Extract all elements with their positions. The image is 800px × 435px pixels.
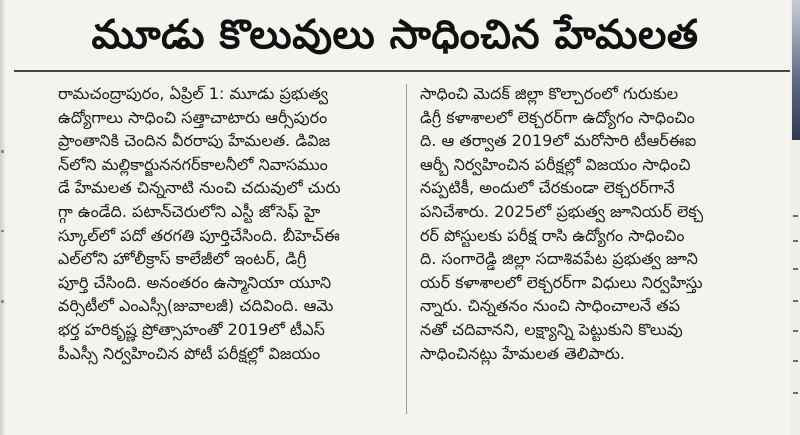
article-column-left	[58, 82, 428, 365]
article-text-line: ఆర్బీ నిర్వహించిన పరీక్షల్లో విజయం సాధించి	[420, 154, 691, 174]
article-text-line: పీఎస్సీ నిర్వహించిన పోటీ పరీక్షల్లో విజయం	[58, 343, 321, 363]
article-text-line: ప్రాంతానికి చెందిన వీరరాపు హేమలత. డివిజ	[58, 131, 331, 151]
article-text-line: నతో చదివానని, లక్ష్యాన్ని పెట్టుకుని కొలువు	[420, 319, 683, 339]
article-headline: మూడు కొలువులు సాధించిన హేమలత	[91, 12, 699, 58]
article-text-line: ది. సంగారెడ్డి జిల్లా సదాశివపేట ప్రభుత్వ జూని	[420, 249, 698, 269]
article-text-line: స్కూల్‌లో పదో తరగతి పూర్తిచేసింది. బీహెచ్ఈ	[58, 225, 340, 245]
article-text-line: న్‌లోని మల్లికార్జుననగర్‌కాలనీలో నివాసముం	[58, 154, 328, 174]
column-divider	[406, 84, 407, 414]
article-text-line: పనిచేశారు. 2025లో ప్రభుత్వ జూనియర్ లెక్చ	[420, 201, 704, 221]
article-text-line: భర్త హరికృష్ణ ప్రోత్సాహంతో 2019లో టీఎస్	[58, 319, 325, 339]
article-text-line: డే హేమలత చిన్ననాటి నుంచి చదువులో చురు	[58, 178, 341, 198]
headline-rule	[14, 70, 790, 72]
article-text-line: సాధించి మెదక్ జిల్లా కొల్చారంలో గురుకుల	[420, 84, 679, 103]
article-column-right	[420, 82, 790, 365]
article-text-line: వర్సిటీలో ఎంఎస్సీ(జువాలజీ) చదివింది. ఆమె	[58, 296, 334, 316]
adjacent-photo-strip	[792, 0, 800, 140]
article-text-line: గ్గా ఉండేది. పటాన్‌చెరులోని ఎస్టీ జోసెఫ్ హై	[58, 201, 321, 221]
article-text-line: యర్ కళాశాలలో లెక్చరర్‌గా విధులు నిర్వహిస్తు	[420, 272, 703, 292]
article-text-line: నప్పటికీ, అందులో చేరకుండా లెక్చరర్‌గానే	[420, 178, 675, 198]
article-text-line: ఉద్యోగాలు సాధించి సత్తాచాటారు ఆర్సీపురం	[58, 107, 328, 127]
article-text-line: న్నారు. చిన్నతనం నుంచి సాధించాలనే తప	[420, 296, 681, 316]
article-text-line: ఎల్‌లోని హోలీక్రాస్ కాలేజీలో ఇంటర్, డిగ్రీ	[58, 249, 307, 269]
article-text-line: రామచంద్రాపురం, ఏప్రిల్ 1: మూడు ప్రభుత్వ	[58, 84, 329, 103]
article-text-line: సాధించినట్లు హేమలత తెలిపారు.	[420, 343, 625, 363]
article-text-line: రర్ పోస్టులకు పరీక్ష రాసి ఉద్యోగం సాధించిం	[420, 225, 685, 245]
article-text-line: పూర్తి చేసింది. అనంతరం ఉస్మానియా యూని	[58, 272, 332, 292]
adjacent-clipping-edge-right	[790, 0, 800, 435]
article-text-line: డిగ్రీ కళాశాలలో లెక్చరర్‌గా ఉద్యోగం సాధించిం	[420, 107, 695, 127]
article-text-line: ది. ఆ తర్వాత 2019లో మరోసారి టీఆర్ఈఐ	[420, 131, 697, 151]
